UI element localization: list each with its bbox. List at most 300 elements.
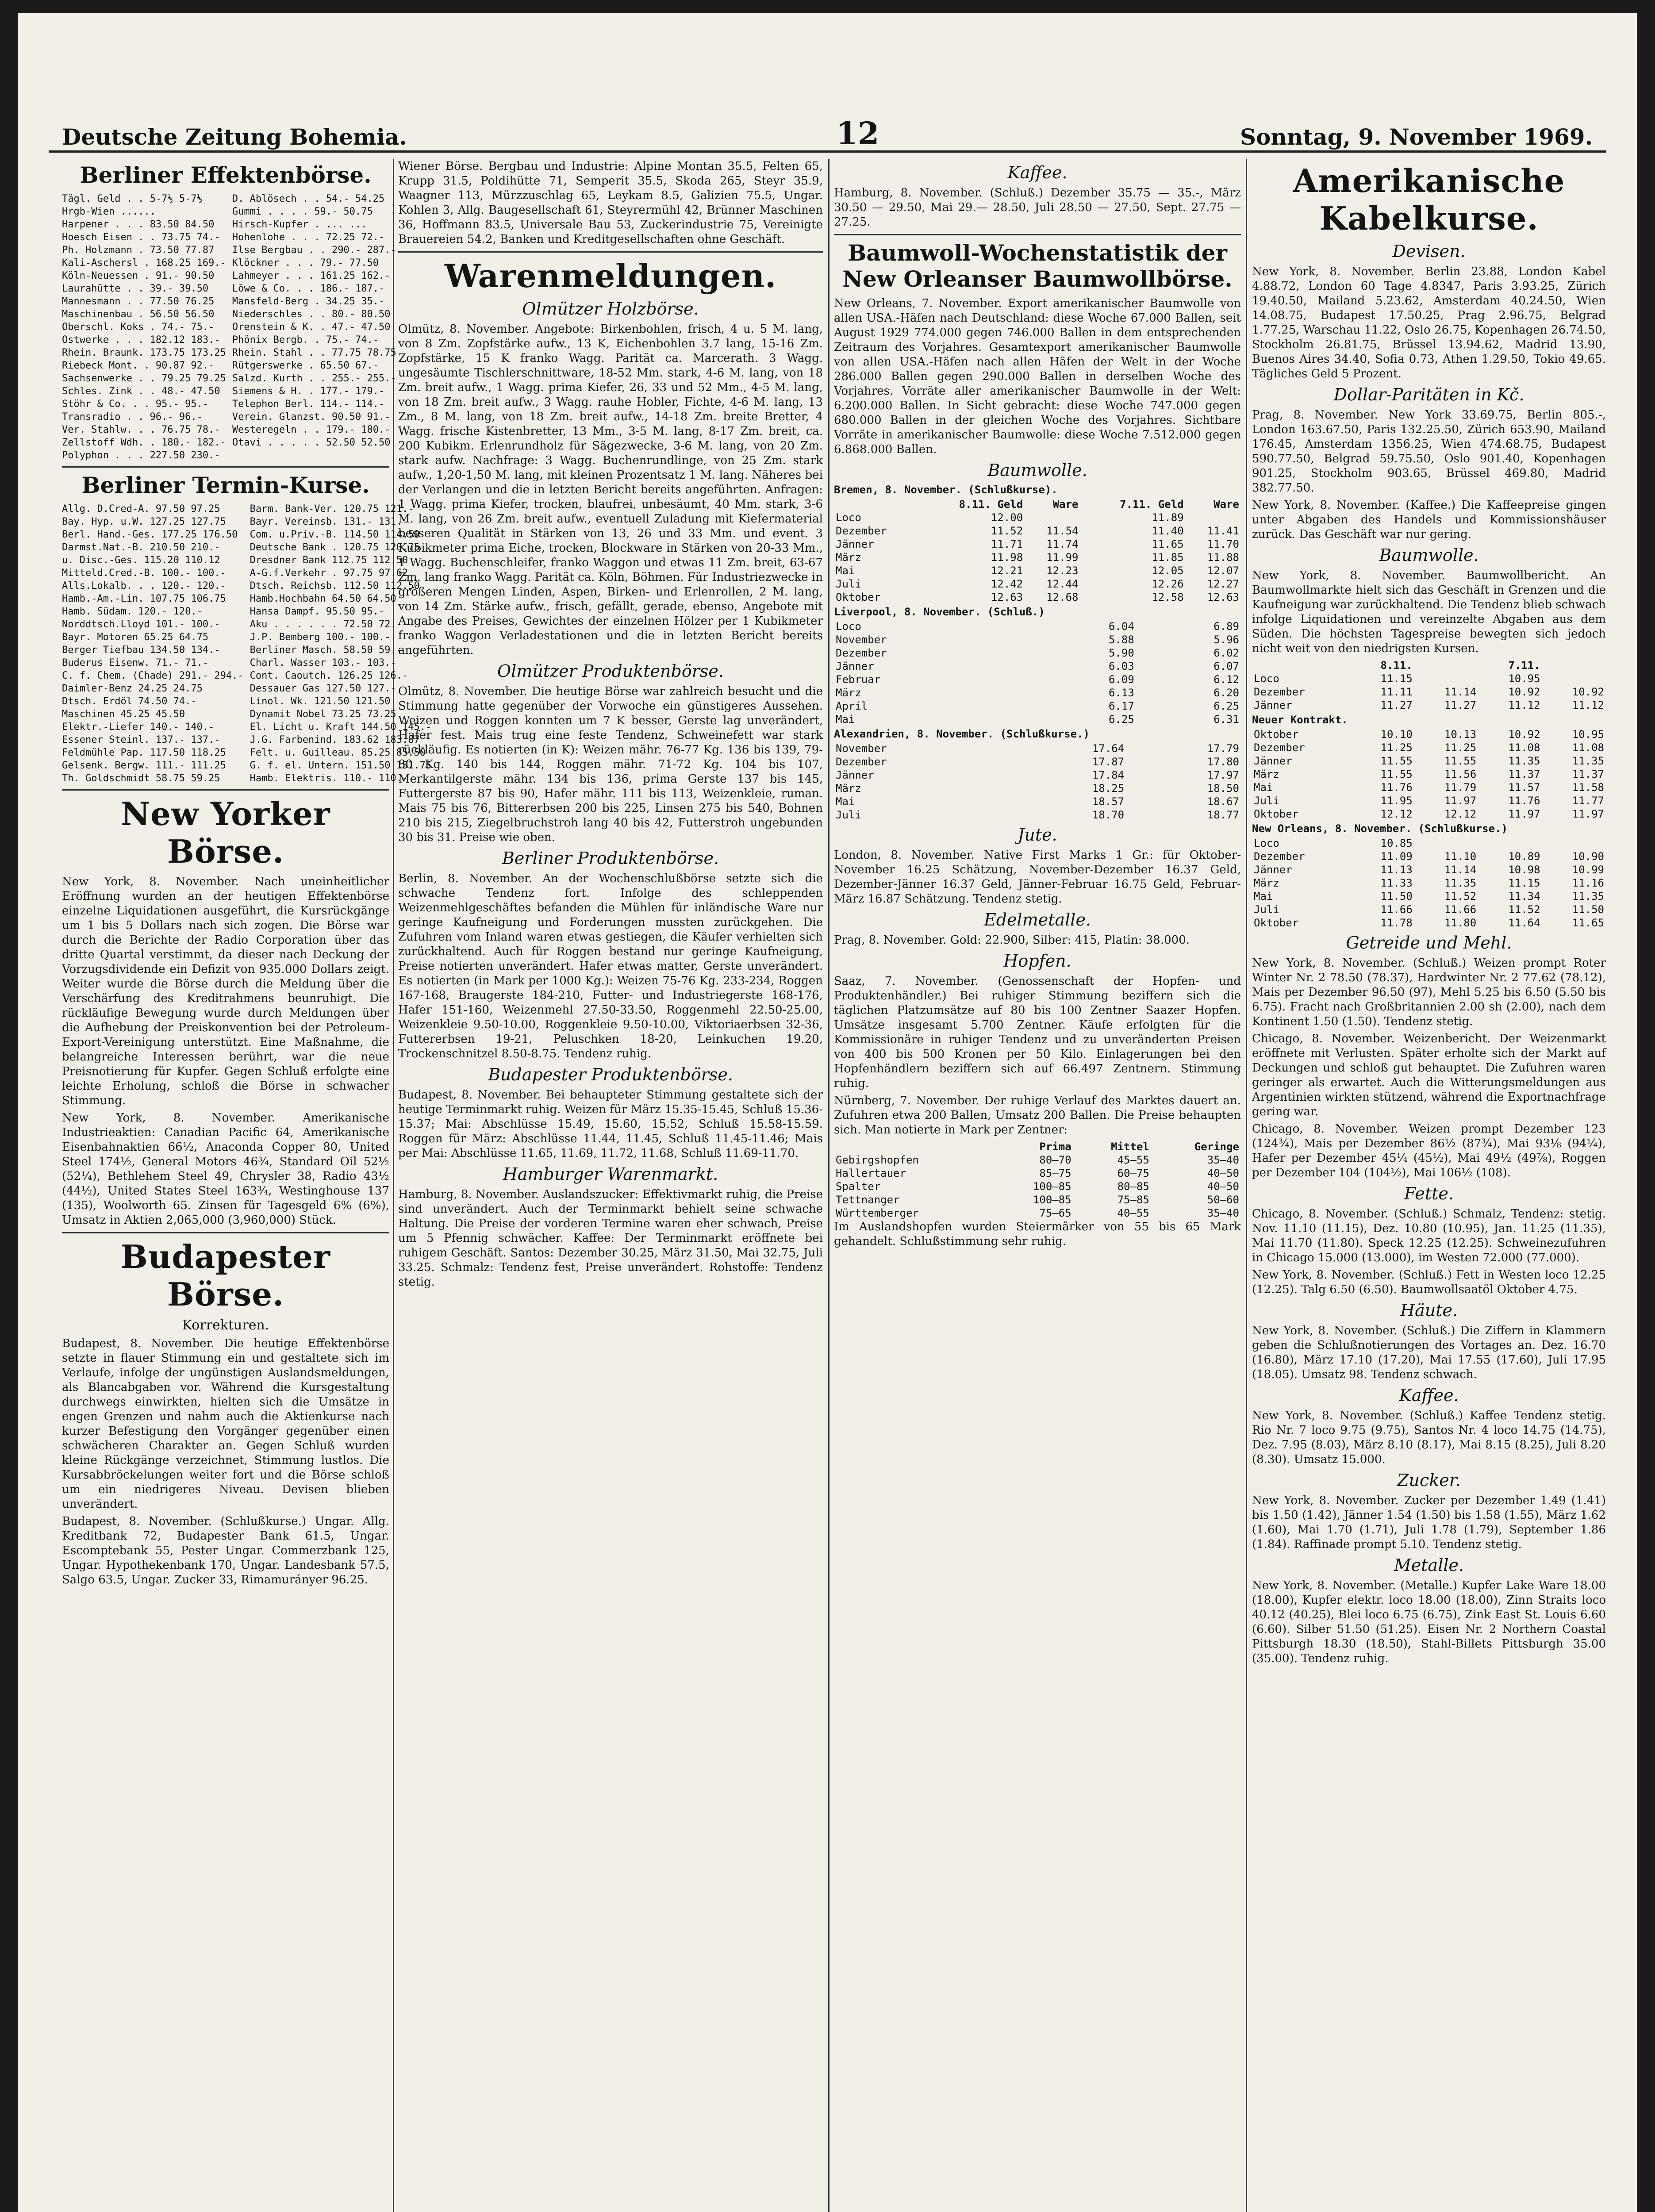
table-row <box>834 591 1241 604</box>
table-cell: Mai <box>1254 781 1273 794</box>
table-header-cell: 7.11. Geld <box>1120 498 1184 511</box>
table-cell: 17.80 <box>1207 756 1239 768</box>
table-cell: 11.76 <box>1508 795 1540 807</box>
table-cell: 10.13 <box>1444 728 1477 741</box>
stock-quote-row: Harpener . . . 83.50 84.50 <box>62 219 215 230</box>
table-cell: 75—85 <box>1117 1194 1149 1206</box>
table-row <box>1252 807 1606 821</box>
table-cell <box>1186 511 1241 524</box>
table-cell: Loco <box>1254 672 1279 685</box>
divider <box>398 251 823 253</box>
termin-quote-row: Felt. u. Guilleau. 85.25 85.50 <box>250 747 426 758</box>
stock-quote-row: Riebeck Mont. . 90.87 92.- <box>62 360 215 371</box>
table-row <box>834 686 1241 699</box>
stock-quote-row: Telephon Berl. 114.- 114.- <box>232 399 385 410</box>
ny-baumwolle-table <box>1252 659 1606 712</box>
table-cell: März <box>1254 768 1279 780</box>
section-title-ny-boerse: New Yorker Börse. <box>121 795 330 870</box>
table-cell: 11.88 <box>1207 551 1239 564</box>
stock-quote-row: Klöckner . . . 79.- 77.50 <box>232 257 379 269</box>
fette-text: Chicago, 8. November. (Schluß.) Schmalz, Tendenz: stetig. Nov. 11.10 (11.15), Dez. 10.80 (10.95), Jan. 11.25 (11.35), Mai 11.70 (11.80). Speck 12.25 (12.25). Schweinezufuhren in Chicago 15.000 (13.000), im Westen 72.000 (77.000). <box>1252 1207 1606 1264</box>
table-cell: 11.37 <box>1508 768 1540 780</box>
table-row <box>834 1153 1241 1167</box>
table-cell: 11.52 <box>1444 890 1477 902</box>
table-cell: Juli <box>836 809 861 821</box>
kaffee-ny-text: New York, 8. November. (Kaffee.) Die Kaffeepreise gingen unter Abgaben des Handels und Kommissionshäuser zurück. Das Geschäft war nur gering. <box>1252 499 1606 541</box>
table-cell: Jänner <box>1254 699 1292 711</box>
table-cell: 45—55 <box>1117 1154 1149 1166</box>
devisen-text: New York, 8. November. Berlin 23.88, London Kabel 4.88.72, London 60 Tage 4.8347, Paris 3.93.25, Zürich 19.40.50, Mailand 5.23.62, Amsterdam 40.24.50, Wien 14.08.75, Budapest 17.50.25, Prag 2.96.75, Belgrad 1.77.25, Warschau 11.22, Oslo 26.75, Kopenhagen 26.74.50, Stockholm 26.81.75, Brüssel 13.94.62, Madrid 13.90, Buenos Aires 34.40, Sofia 0.73, Athen 1.29.50, Tokio 49.65. Tägliches Geld 5 Prozent. <box>1252 265 1606 380</box>
table-cell: 11.66 <box>1380 903 1413 916</box>
table-cell: 6.13 <box>1108 687 1134 699</box>
table-cell: 11.27 <box>1444 699 1477 711</box>
table-cell: 11.33 <box>1380 877 1413 889</box>
table-row <box>1252 876 1606 890</box>
termin-list <box>62 503 432 785</box>
kaffee-ny-title: Kaffee. <box>1399 1386 1459 1405</box>
termin-quote-row: Th. Goldschmidt 58.75 59.25 <box>62 773 220 784</box>
table-cell: 11.25 <box>1444 741 1477 754</box>
ny-fett-text: New York, 8. November. (Schluß.) Fett in Westen loco 12.25 (12.25). Talg 6.50 (6.50). Baumwollsaatöl Oktober 4.75. <box>1252 1268 1606 1296</box>
table-row <box>1252 863 1606 876</box>
stock-quote-row: Zellstoff Wdh. . 180.- 182.- <box>62 437 226 448</box>
section-title-termin: Berliner Termin-Kurse. <box>81 472 370 498</box>
table-cell: Dezember <box>1254 686 1305 698</box>
metalle-text: New York, 8. November. (Metalle.) Kupfer Lake Ware 18.00 (18.00), Kupfer elektr. loco 18.00 (18.00), Zinn Straits loco 40.12 (40.25), Blei loco 6.75 (6.75), Zink East St. Louis 6.60 (6.60). Silber 51.50 (51.25). Eisen Nr. 2 Northern Coastal Pittsburgh 18.30 (18.50), Stahl-Billets Pittsburgh 35.00 (35.00). Tendenz ruhig. <box>1252 1579 1606 1665</box>
column-2 <box>398 159 823 2212</box>
table-cell: 11.79 <box>1444 781 1477 794</box>
termin-quote-row: Com. u.Priv.-B. 114.50 114.50 <box>250 529 420 540</box>
table-cell: 12.23 <box>1046 565 1079 577</box>
termin-quote-row: J.G. Farbenind. 183.62 183.87 <box>250 734 420 745</box>
table-header-cell: 7.11. <box>1508 659 1540 672</box>
table-cell: 10.10 <box>1380 728 1413 741</box>
page-number: 12 <box>836 115 879 152</box>
stock-quote-row: Lahmeyer . . . 161.25 162.- <box>232 270 391 281</box>
table-header-cell: 8.11. <box>1380 659 1413 672</box>
termin-quote-row: Bayr. Motoren 65.25 64.75 <box>62 632 209 643</box>
table-cell: 11.66 <box>1444 903 1477 916</box>
table-cell: Dezember <box>836 756 887 768</box>
table-cell: 11.57 <box>1508 781 1540 794</box>
table-row <box>834 538 1241 551</box>
table-cell: Jänner <box>1254 864 1292 876</box>
table-cell: 6.89 <box>1213 620 1239 633</box>
masthead-left: Deutsche Zeitung Bohemia. <box>62 124 407 150</box>
baumwoll-statistik-text: New Orleans, 7. November. Export amerikanischer Baumwolle von allen USA.-Häfen nach Deutschland: diese Woche 67.000 Ballen, seit August 1929 774.000 gegen 746.000 Ballen in dem entsprechenden Zeitraum des Vorjahres. Gesamtexport amerikanischer Baumwolle von allen USA.-Häfen nach allen Häfen der Welt in der Woche 286.000 Ballen gegen 290.000 Ballen in derselben Woche des Vorjahres. Vorräte aller amerikanischer Baumwolle in der Welt: 6.200.000 Ballen. In Sicht gebracht: diese Woche 747.000 gegen 680.000 Ballen in der gleichen Woche des Vorjahres. Sichtbare Vorräte in amerikanischer Baumwolle: diese Woche 7.512.000 gegen 6.868.000 Ballen. <box>834 297 1241 456</box>
table-cell: 11.50 <box>1572 903 1604 916</box>
table-cell: 6.07 <box>1213 660 1239 672</box>
table-cell: 12.27 <box>1207 578 1239 590</box>
column-3 <box>834 159 1241 2212</box>
stock-quote-row: Ostwerke . . . 182.12 183.- <box>62 334 220 346</box>
stock-quote-row: D. Ablösech . . 54.- 54.25 <box>232 193 385 204</box>
table-cell: 11.08 <box>1572 741 1604 754</box>
table-cell: Dezember <box>836 525 887 537</box>
table-header-cell: Prima <box>1039 1141 1071 1153</box>
stock-quote-row: Rhein. Braunk. 173.75 173.25 <box>62 347 226 358</box>
table-row <box>1252 890 1606 903</box>
table-row <box>834 768 1241 782</box>
stock-quote-row: Hohenlohe . . . 72.25 72.- <box>232 232 385 243</box>
getreide-text: New York, 8. November. (Schluß.) Weizen prompt Roter Winter Nr. 2 78.50 (78.37), Hardwinter Nr. 2 77.62 (78.12), Mais per Dezember 96.50 (97), Mehl 5.25 bis 6.50 (5.50 bis 6.75). Fracht nach Großbritannien 2.00 sh (2.00), nach dem Kontinent 1.50 (1.50). Tendenz stetig. <box>1252 956 1606 1028</box>
table-cell: 11.15 <box>1508 877 1540 889</box>
table-row <box>834 524 1241 538</box>
table-cell: 11.27 <box>1380 699 1413 711</box>
ny-boerse-text-2: New York, 8. November. Amerikanische Industrieaktien: Canadian Pacific 64, Amerikanische Eisenbahnaktien 66½, Anaconda Copper 80, United Steel 174½, General Motors 46¾, Standard Oil 52½ (52¼), Bethlehem Steel 49, Chrysler 38, Radio 43½ (44½), United States Steel 163¾, Westinghouse 137 (135), Woolworth 65. Zinsen für Tagesgeld 6% (6%), Umsatz in Aktien 2,065,000 (3,960,000) Stück. <box>62 1111 389 1227</box>
termin-quote-row: Hamb.Hochbahn 64.50 64.50 <box>250 593 396 604</box>
stock-quote-row: Rhein. Stahl . . 77.75 78.75 <box>232 347 396 358</box>
bremen-table <box>834 498 1241 604</box>
table-cell <box>1542 672 1606 685</box>
stock-quote-row: Gummi . . . . 59.- 50.75 <box>232 206 373 217</box>
table-cell: 12.68 <box>1046 591 1079 603</box>
termin-quote-row: Hamb.-Am.-Lin. 107.75 106.75 <box>62 593 226 604</box>
table-cell: 18.70 <box>1092 809 1125 821</box>
table-cell: 11.35 <box>1572 755 1604 767</box>
stock-quote-row: Sachsenwerke . . 79.25 79.25 <box>62 373 226 384</box>
table-cell: 10.98 <box>1508 864 1540 876</box>
stock-quote-row: Orenstein & K. . 47.- 47.50 <box>232 322 391 333</box>
table-cell: 6.02 <box>1213 647 1239 659</box>
table-cell: 17.97 <box>1207 769 1239 781</box>
table-cell: 12.07 <box>1207 565 1239 577</box>
table-cell: 5.90 <box>1108 647 1134 659</box>
table-cell: 11.76 <box>1380 781 1413 794</box>
table-cell: 11.85 <box>1152 551 1184 564</box>
table-cell: 11.14 <box>1444 686 1477 698</box>
termin-quote-row: Dessauer Gas 127.50 127.- <box>250 683 396 694</box>
table-cell: 12.21 <box>991 565 1023 577</box>
table-cell: 11.71 <box>991 538 1023 550</box>
stock-quote-row: Ver. Stahlw. . . 76.75 78.- <box>62 424 220 435</box>
stock-quote-row: Laurahütte . . 39.- 39.50 <box>62 283 209 294</box>
termin-quote-row: G. f. el. Untern. 151.50 151.75 <box>250 760 432 771</box>
stock-quote-row: Westeregeln . . 179.- 180.- <box>232 424 391 435</box>
stock-quote-row: Löwe & Co. . . 186.- 187.- <box>232 283 385 294</box>
ny-boerse-text: New York, 8. November. Nach uneinheitlicher Eröffnung wurden an der heutigen Effektenbörse einzelne Liquidationen ausgeführt, die Kursrückgänge um 1 bis 5 Dollars nach sich zogen. Die Börse war durch die Berichte der Radio Corporation über das dritte Quartal verstimmt, da dieser nach Deckung der Vorzugsdividende ein Defizit von 935.000 Dollars zeigt. Weiter wurde die Börse durch die Meldung über die Verschärfung des Kreditrahmens beunruhigt. Die rückläufige Bewegung wurde durch Meldungen über die Aufhebung der Preiskonvention bei der Petroleum-Export-Vereinigung unterstützt. Eine Maßnahme, die belangreiche Interessen berührt, war die neue Preisnotierung für Kupfer. Gegen Schluß erfolgte eine leichte Erholung, schloß die Börse in schwacher Stimmung. <box>62 875 389 1107</box>
jute-title: Jute. <box>1018 825 1057 845</box>
table-cell: 11.35 <box>1444 877 1477 889</box>
hamburger-warenmarkt-text: Hamburg, 8. November. Auslandszucker: Effektivmarkt ruhig, die Preise sind unverändert. Auch der Terminmarkt behielt seine schwache Haltung. Die Preise der vorderen Termine waren eher schwach, Preise um 5 Pfennig schwächer. Kaffee: Der Terminmarkt eröffnete bei ruhigem Geschäft. Santos: Dezember 30.25, März 31.50, Mai 32.75, Juli 33.25. Schmalz: Tendenz fest, Preise unverändert. Rohstoffe: Tendenz stetig. <box>398 1188 823 1289</box>
column-1 <box>62 159 432 2212</box>
column-rule <box>1246 159 1247 2212</box>
zucker-title: Zucker. <box>1397 1471 1461 1490</box>
table-header-cell <box>1252 659 1350 672</box>
table-cell: 6.17 <box>1108 700 1134 712</box>
table-cell: 5.96 <box>1213 634 1239 646</box>
table-cell: 12.63 <box>991 591 1023 603</box>
table-cell: 12.63 <box>1207 591 1239 603</box>
stock-quote-row: Niederschles . . 80.- 80.50 <box>232 309 391 320</box>
table-cell: Mai <box>836 713 855 726</box>
fette-title: Fette. <box>1404 1184 1454 1203</box>
table-cell: März <box>836 551 861 564</box>
stock-quote-row: Hrgb-Wien ...... <box>62 206 156 217</box>
table-cell: 18.77 <box>1207 809 1239 821</box>
table-cell: 10.90 <box>1572 850 1604 863</box>
hamburger-warenmarkt-title: Hamburger Warenmarkt. <box>503 1164 718 1184</box>
table-cell: 17.87 <box>1092 756 1125 768</box>
termin-quote-row: Dynamit Nobel 73.25 73.25 <box>250 709 396 720</box>
table-cell: 80—85 <box>1117 1180 1149 1193</box>
stock-quote-row: Verein. Glanzst. 90.50 91.- <box>232 411 391 422</box>
table-cell: 11.54 <box>1046 525 1079 537</box>
table-cell: 12.05 <box>1152 565 1184 577</box>
table-cell: 35—40 <box>1207 1207 1239 1219</box>
table-cell: November <box>836 634 887 646</box>
table-cell: 11.15 <box>1380 672 1413 685</box>
divider <box>62 789 389 791</box>
stock-quote-row: Tägl. Geld . . 5-7½ 5-7½ <box>62 193 203 204</box>
haeute-text: New York, 8. November. (Schluß.) Die Ziffern in Klammern geben die Schlußnotierungen des Vortages an. Dez. 16.70 (16.80), März 17.10 (17.20), Mai 17.55 (17.60), Juli 17.95 (18.05). Umsatz 98. Tendenz schwach. <box>1252 1324 1606 1381</box>
stock-quote-row: Schles. Zink . . 48.- 47.50 <box>62 386 220 397</box>
table-header-cell: Ware <box>1052 498 1079 511</box>
table-cell: 11.95 <box>1380 795 1413 807</box>
table-cell: Dezember <box>1254 850 1305 863</box>
table-cell: 11.65 <box>1572 917 1604 929</box>
table-cell: 11.55 <box>1444 755 1477 767</box>
stock-quote-row: Hirsch-Kupfer . ... ... <box>232 219 367 230</box>
termin-quote-row: Bayr. Vereinsb. 131.- 131.- <box>250 516 408 527</box>
masthead <box>49 106 1606 152</box>
produktenboerse-budapest-title: Budapester Produktenbörse. <box>488 1065 733 1084</box>
termin-quote-row: Feldmühle Pap. 117.50 118.25 <box>62 747 226 758</box>
section-title-warenmeldungen: Warenmeldungen. <box>444 257 777 295</box>
termin-quote-row: C. f. Chem. (Chade) 291.- 294.- <box>62 670 244 681</box>
table-cell: 10.95 <box>1508 672 1540 685</box>
produktenboerse-olmuetz-text: Olmütz, 8. November. Die heutige Börse war zahlreich besucht und die Stimmung hatte gegenüber der Vorwoche ein günstigeres Aussehen. Weizen und Roggen konnten um 7 K besser, Gerste lag unverändert, Hafer fest. Mais trug eine feste Tendenz, Schweinefett war stark rückläufig. Es notierten (in K): Weizen mähr. 76-77 Kg. 136 bis 139, 79-80 Kg. 140 bis 144, Roggen mähr. 71-72 Kg. 104 bis 107, Merkantilgerste mähr. 134 bis 136, prima Gerste 137 bis 145, Futtergerste 87 bis 90, Hafer mähr. 111 bis 113, Weizenkleie, ruman. Mais 75 bis 76, Bittererbsen 200 bis 225, Linsen 275 bis 540, Bohnen 210 bis 215, Ziegelbruchstroh lang 40 bis 42, Futterstroh ungebunden 30 bis 31. Preise wie oben. <box>398 685 823 844</box>
metalle-title: Metalle. <box>1394 1555 1464 1575</box>
termin-quote-row: Daimler-Benz 24.25 24.75 <box>62 683 203 694</box>
table-cell: 10.92 <box>1572 686 1604 698</box>
termin-quote-row: Berger Tiefbau 134.50 134.- <box>62 645 220 656</box>
termin-quote-row: Dresdner Bank 112.75 112.50 <box>250 555 408 566</box>
table-cell: 12.12 <box>1380 808 1413 820</box>
wiener-text: Wiener Börse. Bergbau und Industrie: Alpine Montan 35.5, Felten 65, Krupp 31.5, Poldihütte 71, Semperit 35.5, Skoda 265, Steyr 35.9, Waagner 113, Mürzzuschlag 65, Leykam 8.5, Galizien 75.5, Ungar. Kohlen 3, Allg. Baugesellschaft 61, Steyrermühl 42, Brünner Maschinen 36, Hoffmann 83.5, Universale Bau 53, Zuckerindustrie 75, Vereinigte Brauereien 54.2, Banken und Kreditgesellschaften ohne Geschäft. <box>398 160 823 246</box>
table-cell: Loco <box>836 511 861 524</box>
termin-quote-row: Hamb. Südam. 120.- 120.- <box>62 606 203 617</box>
table-cell: 50—60 <box>1207 1194 1239 1206</box>
table-cell: 10.95 <box>1572 728 1604 741</box>
termin-quote-row: A-G.f.Verkehr . 97.75 97.62 <box>250 568 408 579</box>
table-cell: 18.57 <box>1092 795 1125 808</box>
section-title-berliner-effekten: Berliner Effektenbörse. <box>80 162 372 188</box>
table-row <box>834 742 1241 755</box>
table-cell: 11.78 <box>1380 917 1413 929</box>
table-cell: 100—85 <box>1033 1194 1071 1206</box>
edelmetalle-title: Edelmetalle. <box>983 910 1091 929</box>
table-row <box>1252 903 1606 916</box>
stock-quote-row: Stöhr & Co. . . 95.- 95.- <box>62 399 209 410</box>
stock-quote-row: Polyphon . . . 227.50 230.- <box>62 450 220 461</box>
table-cell: 6.12 <box>1213 673 1239 686</box>
table-cell: Oktober <box>1254 808 1299 820</box>
table-cell: Jänner <box>836 769 874 781</box>
table-row <box>1252 672 1606 685</box>
termin-quote-row: Norddtsch.Lloyd 101.- 100.- <box>62 619 220 630</box>
divider <box>834 234 1241 235</box>
termin-quote-row: u. Disc.-Ges. 115.20 110.12 <box>62 555 220 566</box>
table-cell: 11.97 <box>1572 808 1604 820</box>
stock-quote-row: Salzd. Kurth . . 255.- 255.- <box>232 373 396 384</box>
hopfen-table <box>834 1140 1241 1220</box>
table-row <box>834 1180 1241 1193</box>
table-cell: 6.25 <box>1108 713 1134 726</box>
table-header-cell <box>834 1140 995 1153</box>
table-cell: November <box>836 742 887 755</box>
table-cell: 11.11 <box>1380 686 1413 698</box>
table-row <box>1252 916 1606 929</box>
table-cell: Tettnanger <box>836 1194 900 1206</box>
table-cell: Dezember <box>1254 741 1305 754</box>
table-cell: 12.26 <box>1152 578 1184 590</box>
termin-quote-row: El. Licht u. Kraft 144.50 145.- <box>250 722 432 733</box>
budapest-sub: Korrekturen. <box>182 1317 269 1333</box>
liverpool-table <box>834 620 1241 726</box>
termin-quote-row: Allg. D.Cred-A. 97.50 97.25 <box>62 503 220 515</box>
table-cell: Loco <box>836 620 861 633</box>
produktenboerse-budapest-text: Budapest, 8. November. Bei behaupteter Stimmung gestaltete sich der heutige Terminmarkt ruhig. Weizen für März 15.35-15.45, Schluß 15.36-15.37; Mai: Abschlüsse 15.49, 15.60, 15.52, Schluß 15.58-15.59. Roggen für März: Abschlüsse 11.44, 11.45, Schluß 11.45-11.46; Mais per Mai: Abschlüsse 11.65, 11.69, 11.72, 11.68, Schluß 11.69-11.70. <box>398 1088 823 1160</box>
table-cell: 11.64 <box>1508 917 1540 929</box>
table-row <box>834 646 1241 660</box>
table-cell: 12.58 <box>1152 591 1184 603</box>
kaffee-title: Kaffee. <box>1007 163 1067 182</box>
table-cell: 18.67 <box>1207 795 1239 808</box>
table-cell: Jänner <box>836 538 874 550</box>
table-cell: Mai <box>836 565 855 577</box>
termin-quote-row: Darmst.Nat.-B. 210.50 210.- <box>62 542 220 553</box>
table-cell: 11.58 <box>1572 781 1604 794</box>
devisen-title: Devisen. <box>1392 242 1466 261</box>
table-row <box>1252 728 1606 741</box>
table-cell: 11.56 <box>1444 768 1477 780</box>
table-row <box>834 660 1241 673</box>
termin-quote-row: Linol. Wk. 121.50 121.50 <box>250 696 391 707</box>
termin-quote-row: Cont. Caoutch. 126.25 126.- <box>250 670 408 681</box>
table-row <box>834 1206 1241 1220</box>
produktenboerse-berlin-text: Berlin, 8. November. An der Wochenschlußbörse setzte sich die schwache Tendenz fort. Infolge des schleppenden Weizenmehlgeschäftes befanden die Mühlen für inländische Ware nur geringe Kaufneigung und Forderungen mussten zurückgehen. Die Zufuhren vom Inland waren etwas gestiegen, die Käufer verhielten sich zurückhaltend. Auch für Roggen bestand nur geringe Kaufneigung, Preise notierten unverändert. Hafer etwas matter, Gerste unverändert. Es notierten (in Mark per 1000 Kg.): Weizen 75-76 Kg. 233-234, Roggen 167-168, Braugerste 184-210, Futter- und Industriegerste 168-176, Hafer 151-160, Weizenmehl 27.50-33.50, Roggenmehl 22.50-25.00, Weizenkleie 9.50-10.00, Roggenkleie 9.50-10.00, Viktoriaerbsen 32-36, Futtererbsen 19-21, Peluschken 18-20, Leinkuchen 19.20, Trockenschnitzel 8.50-8.75. Tendenz ruhig. <box>398 872 823 1060</box>
jute-text: London, 8. November. Native First Marks 1 Gr.: für Oktober-November 16.25 Schätzung, November-Dezember 16.37 Geld, Dezember-Jänner 16.37 Geld, Jänner-Februar 16.75 Geld, Februar-März 16.87 Schätzung. Tendenz stetig. <box>834 849 1241 906</box>
column-4 <box>1252 159 1606 2212</box>
termin-quote-row: Gelsenk. Bergw. 111.- 111.25 <box>62 760 226 771</box>
stock-quote-row: Rütgerswerke . 65.50 67.- <box>232 360 379 371</box>
termin-quote-row: Maschinen 45.25 45.50 <box>62 709 185 720</box>
table-cell: 60—75 <box>1117 1167 1149 1179</box>
berliner-effekten-list <box>62 192 396 462</box>
termin-quote-row: Alls.Lokalb. . . 120.- 120.- <box>62 580 226 591</box>
table-row <box>834 577 1241 591</box>
termin-quote-row: Barm. Bank-Ver. 120.75 121.- <box>250 503 414 515</box>
table-row <box>834 808 1241 822</box>
table-cell: April <box>836 700 868 712</box>
budapest-text: Budapest, 8. November. Die heutige Effektenbörse setzte in flauer Stimmung ein und gestaltete sich im Verlaufe, infolge der ungünstigen Auslandsmeldungen, als Blancabgaben vor. Während die Kursgestaltung durchwegs einwirkten, hielten sich die Umsätze in engen Grenzen und nahm auch die Aktienkurse nach kurzer Befestigung den Vorgänger gegenüber einen schwächeren Charakter an. Gegen Schluß wurden kleine Rückgänge verzeichnet, Stimmung lustlos. Die Kursabbröckelungen weiter fort und die Börse schloß um ein niedrigeres Niveau. Devisen blieben unverändert. <box>62 1337 389 1511</box>
table-cell <box>1414 837 1478 850</box>
termin-quote-row: Bay. Hyp. u.W. 127.25 127.75 <box>62 516 226 527</box>
divider <box>62 466 389 468</box>
termin-quote-row: Aku . . . . . . 72.50 72.- <box>250 619 402 630</box>
table-row <box>834 795 1241 808</box>
table-cell: Juli <box>1254 903 1279 916</box>
table-cell: Hallertauer <box>836 1167 906 1179</box>
hopfen-text: Saaz, 7. November. (Genossenschaft der Hopfen- und Produktenhändler.) Bei ruhiger Stimmung beziffern sich die täglichen Platzumsätze auf 80 bis 100 Zentner Saazer Hopfen. Umsätze insgesamt 5.700 Zentner. Käufe erfolgten für die Kommissionäre in ruhiger Tendenz und zu unveränderten Preisen von 400 bis 500 Kronen per 50 Kilo. Einlagerungen bei den Hopfenhändlern beziffern sich auf 66.497 Zentnern. Stimmung ruhig. <box>834 975 1241 1090</box>
stock-quote-row: Oberschl. Koks . 74.- 75.- <box>62 322 215 333</box>
table-cell: 11.13 <box>1380 864 1413 876</box>
dollar-paritaeten-text: Prag, 8. November. New York 33.69.75, Berlin 805.-, London 163.67.50, Paris 132.25.50, Zürich 653.90, Mailand 176.45, Amsterdam 1356.25, Wien 474.68.75, Budapest 590.77.50, Belgrad 59.75.50, Oslo 901.40, Kopenhagen 901.25, Stockholm 903.65, Brüssel 469.80, Madrid 382.77.50. <box>1252 408 1606 495</box>
table-row <box>834 782 1241 795</box>
table-row <box>834 564 1241 577</box>
table-row <box>834 755 1241 768</box>
stock-quote-row: Mansfeld-Berg . 34.25 35.- <box>232 296 385 307</box>
column-rule <box>828 159 829 2212</box>
table-row <box>834 713 1241 726</box>
new-orleans-table <box>1252 837 1606 929</box>
table-cell <box>1025 511 1080 524</box>
stock-quote-row: Ilse Bergbau . . 290.- 287.- <box>232 245 396 256</box>
table-cell: 12.00 <box>991 511 1023 524</box>
termin-quote-row: Charl. Wasser 103.- 103.- <box>250 657 396 668</box>
divider <box>62 1232 389 1233</box>
table-cell: 10.85 <box>1380 837 1413 849</box>
table-cell: 18.50 <box>1207 782 1239 795</box>
kaffee-text: Hamburg, 8. November. (Schluß.) Dezember 35.75 — 35.-, März 30.50 — 29.50, Mai 29.— 28.50, Juli 28.50 — 27.50, Sept. 27.75 — 27.25. <box>834 186 1241 229</box>
table-cell: 40—50 <box>1207 1180 1239 1193</box>
table-cell: Oktober <box>836 591 881 603</box>
table-cell: Oktober <box>1254 917 1299 929</box>
table-cell: 6.25 <box>1213 700 1239 712</box>
table-cell <box>1414 672 1478 685</box>
table-cell: Dezember <box>836 647 887 659</box>
table-row <box>834 620 1241 633</box>
termin-quote-row: Hansa Dampf. 95.50 95.- <box>250 606 385 617</box>
table-cell: 18.25 <box>1092 782 1125 795</box>
edelmetalle-text: Prag, 8. November. Gold: 22.900, Silber: 415, Platin: 38.000. <box>834 933 1190 947</box>
holzboerse-text: Olmütz, 8. November. Angebote: Birkenbohlen, frisch, 4 u. 5 M. lang, von 8 Zm. Zopfstärke aufw., 13 K, Eichenbohlen 3.7 lang, 15-16 Zm. Zopfstärke, 15 K franko Wagg. Parität ca. Marcerath. 3 Wagg. ungesäumte Tischlerschnittware, 18-52 Mm. stark, 4-6 M. lang, von 18 Zm. breit aufw., 1 Wagg. prima Kiefer, 26, 33 und 52 Mm., 4-5 M. lang, von 18 Zm. breit aufw., 3 Wagg. rauhe Hobler, Fichte, 4-6 M. lang, 13 Zm., 8 M. lang, von 18 Zm. breit aufw., 14-18 Zm. breite Bretter, 4 Wagg. frische Kistenbretter, 13 Mm., 3-5 M. lang, 8-17 Zm. breit, ca. 200 Kubikm. Erlenrundholz für Sägezwecke, 3-6 M. lang, von 20 Zm. stark aufw. Nachfrage: 3 Wagg. Buchenrundlinge, von 25 Zm. stark aufw., 1,20-1,50 M. lang, mit kleinen Prozentsatz 1 M. lang. Näheres bei der Verlangen und die in letzten Bericht bereits angeführten. Anfragen: 1 Wagg. prima Kiefer, trocken, blaufrei, unbesäumt, 40 Mm. stark, 3-6 M. lang, von 26 Zm. breit aufw., eventuell Zuladung mit Kiefermaterial besseren Qualität in Stärken von 13, 26 und 33 Mm. und event. 3 Kubikmeter prima Eiche, trocken, Blockware in Stärken von 20-33 Mm., 1 Wagg. Buchenschleifer, franko Waggon und etwas 11 Zm. breit, 63-67 Zm. lang franko Wagg. Parität ca. Köln, Böhmen. Für Industriezwecke in größeren Mengen Linden, Aspen, Birken- und Erlenrollen, 2 M. lang, von 14 Zm. Stärke aufw., frisch, gefällt, gerade, ebenso, Angebote mit Angabe des Preises, Gewichtes der einzelnen Hölzer per 1 Kubikmeter franko Waggon Verladestationen und die in letzten Bericht bereits angeführten. <box>398 323 823 657</box>
stock-quote-row: Mannesmann . . 77.50 76.25 <box>62 296 215 307</box>
table-header-cell: Ware <box>1213 498 1239 511</box>
table-row <box>1252 781 1606 794</box>
table-cell <box>1542 837 1606 850</box>
termin-quote-row: Buderus Eisenw. 71.- 71.- <box>62 657 209 668</box>
neuer-kontrakt-title: Neuer Kontrakt. <box>1252 714 1348 726</box>
table-cell: Württemberger <box>836 1207 919 1219</box>
table-header-cell <box>1414 659 1478 672</box>
table-cell: 11.55 <box>1380 768 1413 780</box>
table-cell: 12.42 <box>991 578 1023 590</box>
masthead-rule <box>49 150 1606 153</box>
haeute-title: Häute. <box>1400 1301 1458 1320</box>
table-row <box>1252 794 1606 807</box>
table-cell: 11.16 <box>1572 877 1604 889</box>
table-row <box>834 633 1241 646</box>
table-cell: Oktober <box>1254 728 1299 741</box>
table-cell: 85—75 <box>1039 1167 1071 1179</box>
holzboerse-title: Olmützer Holzbörse. <box>522 299 699 319</box>
table-cell: 17.84 <box>1092 769 1125 781</box>
table-cell: 11.35 <box>1508 755 1540 767</box>
table-cell: März <box>1254 877 1279 889</box>
table-cell: 11.99 <box>1046 551 1079 564</box>
table-header-cell: Geringe <box>1194 1141 1239 1153</box>
table-cell: 11.12 <box>1508 699 1540 711</box>
stock-quote-row: Otavi . . . . . 52.50 52.50 <box>232 437 391 448</box>
termin-quote-row: Deutsche Bank . 120.75 120.75 <box>250 542 420 553</box>
table-cell: 17.64 <box>1092 742 1125 755</box>
table-cell: 35—40 <box>1207 1154 1239 1166</box>
table-row <box>834 699 1241 713</box>
budapest-text-2: Budapest, 8. November. (Schlußkurse.) Ungar. Allg. Kreditbank 72, Budapester Bank 61.5, Ungar. Escomptebank 55, Pester Ungar. Commerzbank 125, Ungar. Hypothekenbank 170, Ungar. Landesbank 57.5, Salgo 63.5, Ungar. Zucker 33, Rimamurányer 96.25. <box>62 1515 389 1586</box>
chicago-text-2: Chicago, 8. November. Weizen prompt Dezember 123 (124¾), Mais per Dezember 86½ (87¾), Mai 93⅛ (94¼), Hafer per Dezember 45¼ (45½), Mai 49½ (49⅞), Roggen per Dezember 104 (104½), Mai 106½ (108). <box>1252 1122 1606 1179</box>
